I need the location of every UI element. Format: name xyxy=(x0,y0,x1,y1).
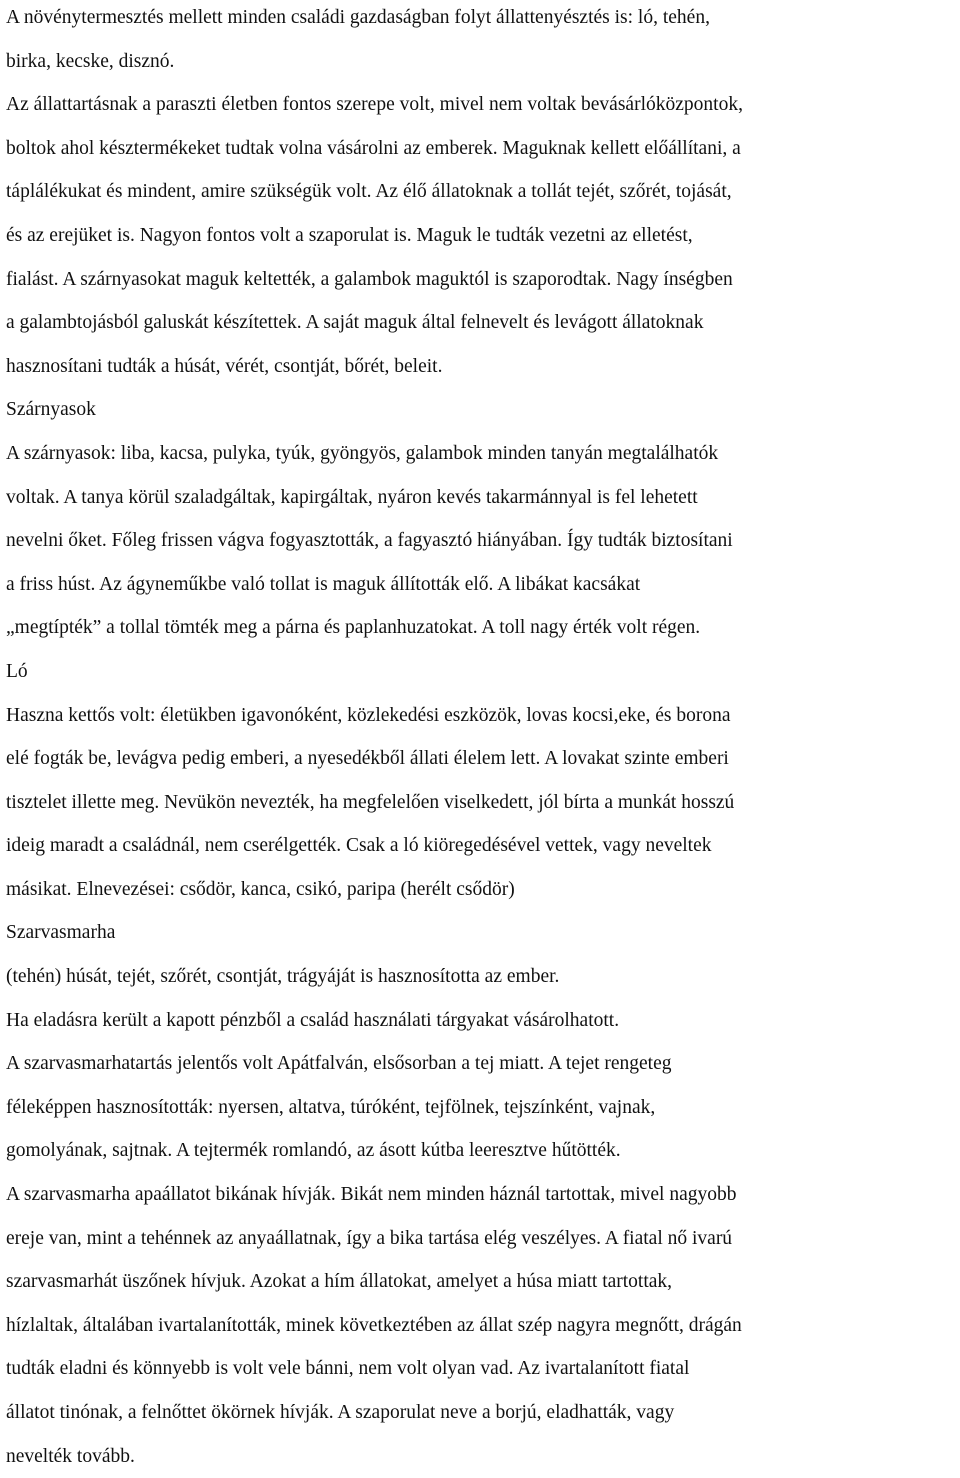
text-line: ideig maradt a családnál, nem cserélgették. Csak a ló kiöregedésével vettek, vagy neveltek xyxy=(6,835,712,857)
text-line: nevelték tovább. xyxy=(6,1445,135,1467)
text-line: „megtípték” a tollal tömték meg a párna és paplanhuzatokat. A toll nagy érték volt régen. xyxy=(6,617,701,639)
section-heading-lo: Ló xyxy=(6,660,28,682)
section-heading-szarvasmarha: Szarvasmarha xyxy=(6,922,116,944)
text-line: A szárnyasok: liba, kacsa, pulyka, tyúk, gyöngyös, galambok minden tanyán megtalálhatók xyxy=(6,442,719,464)
text-line: A szarvasmarhatartás jelentős volt Apátfalván, elsősorban a tej miatt. A tejet rengeteg xyxy=(6,1053,672,1075)
text-line: féleképpen hasznosították: nyersen, altatva, túróként, tejfölnek, tejszínként, vajnak, xyxy=(6,1096,656,1118)
text-line: (tehén) húsát, tejét, szőrét, csontját, trágyáját is hasznosította az ember. xyxy=(6,966,560,988)
section-heading-szarnyasok: Szárnyasok xyxy=(6,399,96,421)
text-line: tisztelet illette meg. Nevükön nevezték, ha megfelelően viselkedett, jól bírta a munkát hosszú xyxy=(6,791,735,813)
text-line: állatot tinónak, a felnőttet ökörnek hívják. A szaporulat neve a borjú, eladhatták, vagy xyxy=(6,1402,675,1423)
text-line: Ha eladásra került a kapott pénzből a család használati tárgyakat vásárolhatott. xyxy=(6,1009,620,1031)
text-line: másikat. Elnevezései: csődör, kanca, csikó, paripa (herélt csődör) xyxy=(6,878,515,900)
text-line: A szarvasmarha apaállatot bikának hívják. Bikát nem minden háznál tartottak, mivel nagyobb xyxy=(6,1184,737,1206)
text-line: és az erejüket is. Nagyon fontos volt a szaporulat is. Maguk le tudták vezetni az elletést, xyxy=(6,224,693,246)
text-line: nevelni őket. Főleg frissen vágva fogyasztották, a fagyasztó hiányában. Így tudták biztosítani xyxy=(6,530,733,552)
text-line: elé fogták be, levágva pedig emberi, a nyesedékből állati élelem lett. A lovakat szinte emberi xyxy=(6,748,729,770)
text-line: Az állattartásnak a paraszti életben fontos szerepe volt, mivel nem voltak bevásárlóközpontok, xyxy=(6,94,743,116)
text-line: a galambtojásból galuskát készítettek. A saját maguk által felnevelt és levágott állatoknak xyxy=(6,312,704,334)
text-line: tudták eladni és könnyebb is volt vele bánni, nem volt olyan vad. Az ivartalanított fiatal xyxy=(6,1358,690,1380)
text-line: fialást. A szárnyasokat maguk keltették, a galambok maguktól is szaporodtak. Nagy ínségben xyxy=(6,268,733,290)
text-line: gomolyának, sajtnak. A tejtermék romlandó, az ásott kútba leeresztve hűtötték. xyxy=(6,1140,621,1162)
text-line: voltak. A tanya körül szaladgáltak, kapirgáltak, nyáron kevés takarmánnyal is fel lehetett xyxy=(6,486,698,508)
text-line: boltok ahol késztermékeket tudtak volna vásárolni az emberek. Maguknak kellett előállítani, a xyxy=(6,137,741,159)
text-line: A növénytermesztés mellett minden családi gazdaságban folyt állattenyésztés is: ló, tehén, xyxy=(6,7,710,28)
text-line: táplálékukat és mindent, amire szükségük volt. Az élő állatoknak a tollát tejét, szőrét, tojását, xyxy=(6,181,732,203)
text-line: szarvasmarhát üszőnek hívjuk. Azokat a hím állatokat, amelyet a húsa miatt tartottak, xyxy=(6,1271,673,1293)
text-line: hízlaltak, általában ivartalanították, minek következtében az állat szép nagyra megnőtt, drágán xyxy=(6,1314,742,1336)
text-line: ereje van, mint a tehénnek az anyaállatnak, így a bika tartása elég veszélyes. A fiatal nő ivarú xyxy=(6,1227,733,1249)
text-line: birka, kecske, disznó. xyxy=(6,50,175,72)
text-line: a friss húst. Az ágyneműkbe való tollat is maguk állították elő. A libákat kacsákat xyxy=(6,573,641,595)
text-line: Haszna kettős volt: életükben igavonóként, közlekedési eszközök, lovas kocsi,eke, és borona xyxy=(6,704,731,726)
text-line: hasznosítani tudták a húsát, vérét, csontját, bőrét, beleit. xyxy=(6,355,443,377)
document-body xyxy=(6,0,960,1478)
